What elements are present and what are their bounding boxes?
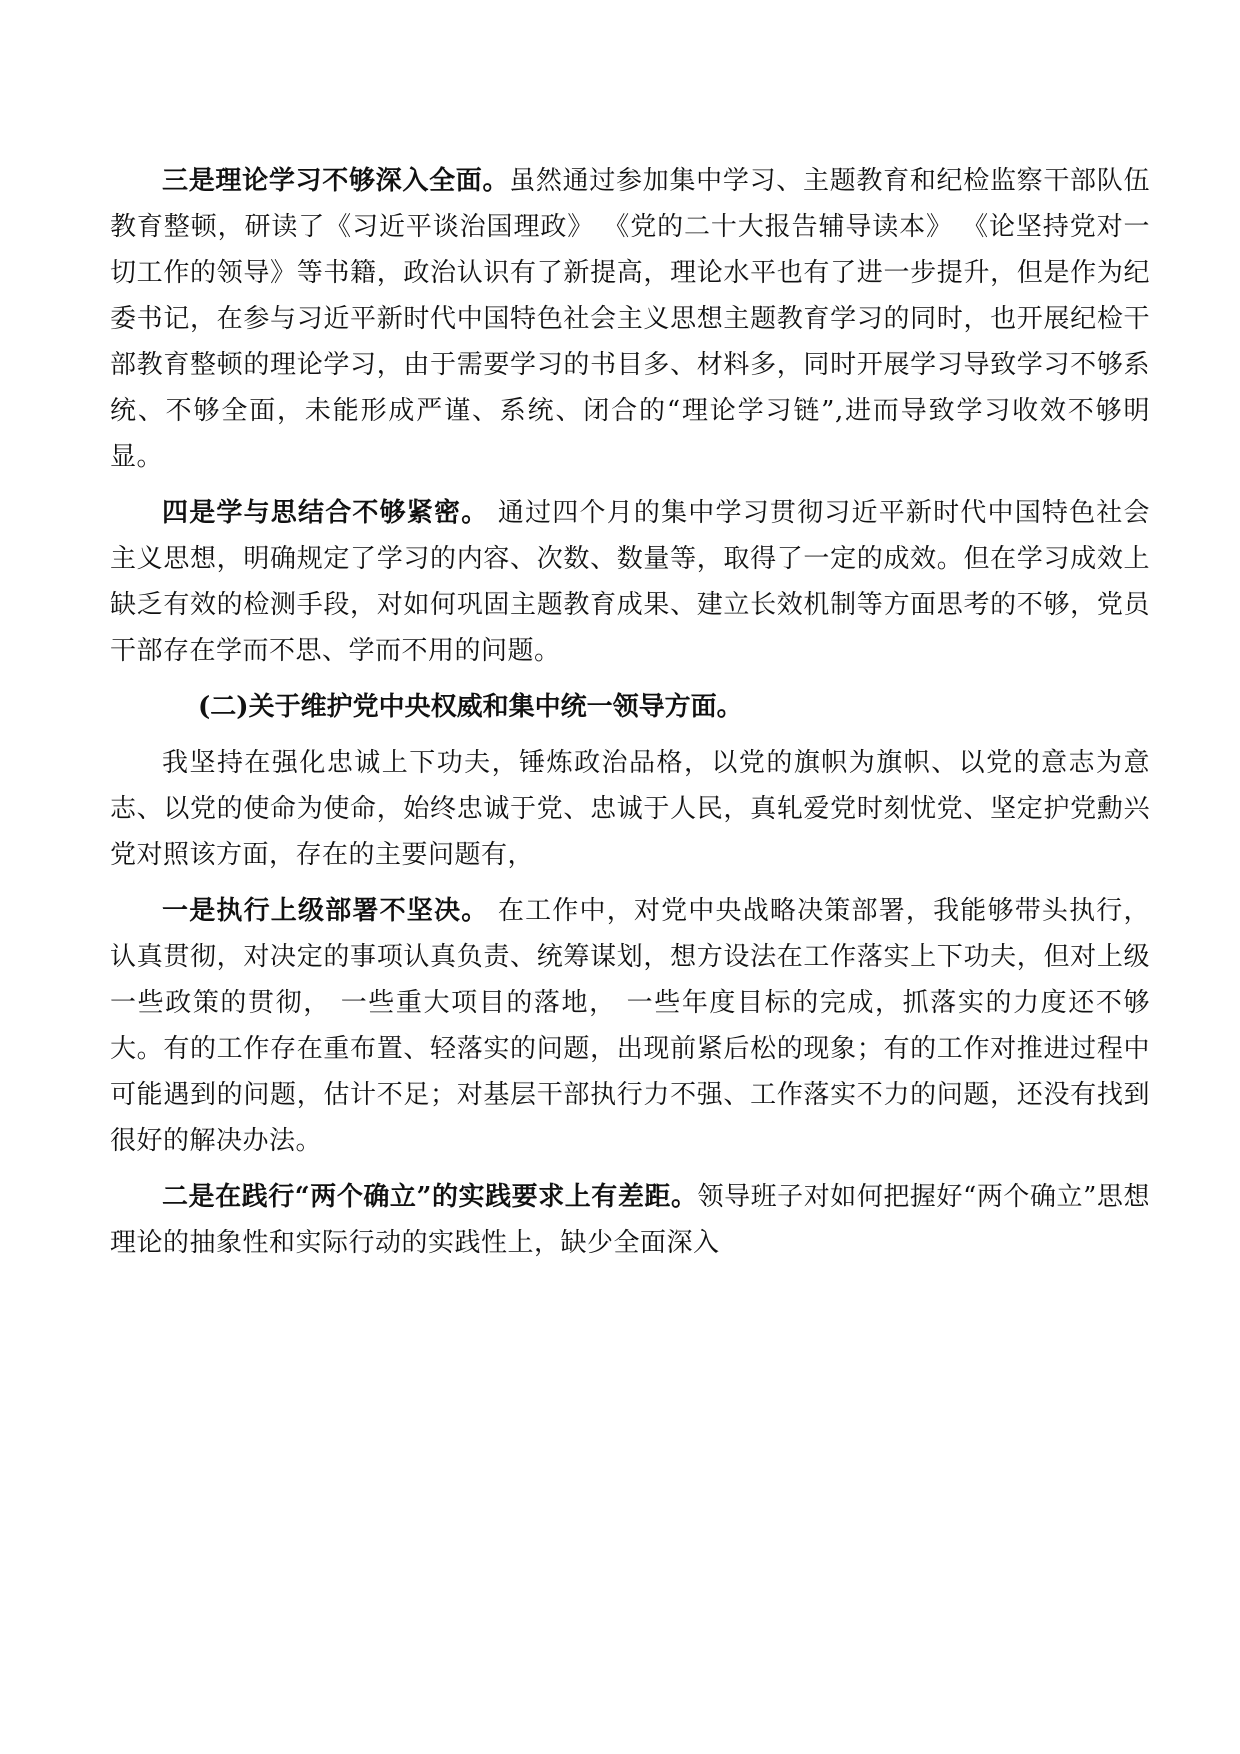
section-heading: (二)关于维护党中央权威和集中统一领导方面。 bbox=[198, 692, 743, 722]
paragraph-text: 领导班子对如何把握好“两个确立”思想理论的抽象性和实际行动的实践性上，缺少全面深入 bbox=[110, 1182, 1150, 1258]
paragraph-lead: 二是在践行“两个确立”的实践要求上有差距。 bbox=[162, 1182, 698, 1212]
paragraph-text: 虽然通过参加集中学习、主题教育和纪检监察干部队伍教育整顿，研读了《习近平谈治国理政》 《党的二十大报告辅导读本》 《论坚持党对一切工作的领导》等书籍，政治认识有了新提高，理论水平也有了进一步提升，但是作为纪委书记，在参与习近平新时代中国特色社会主义思想主题教育学习的同时，也开展纪检干部教育整顿的理论学习，由于需要学习的书目多、材料多，同时开展学习导致学习不够系统、不够全面，未能形成严谨、系统、闭合的“理论学习链”,进而导致学习收效不够明显。 bbox=[110, 166, 1150, 472]
paragraph-lead: 一是执行上级部署不坚决。 bbox=[162, 896, 489, 926]
paragraph-text: 我坚持在强化忠诚上下功夫，锤炼政治品格，以党的旗帜为旗帜、以党的意志为意志、以党的使命为使命，始终忠诚于党、忠诚于人民，真轧爱党时刻忧党、坚定护党勳兴党对照该方面，存在的主要问题有， bbox=[110, 748, 1150, 870]
document-body bbox=[110, 158, 1150, 1266]
paragraph-text: 在工作中，对党中央战略决策部署，我能够带头执行，认真贯彻，对决定的事项认真负责、统筹谋划，想方设法在工作落实上下功夫，但对上级一些政策的贯彻， 一些重大项目的落地， 一些年度目标的完成，抓落实的力度还不够大。有的工作存在重布置、轻落实的问题，出现前紧后松的现象；有的工作对推进过程中可能遇到的问题，估计不足；对基层干部执行力不强、工作落实不力的问题，还没有找到很好的解决办法。 bbox=[110, 896, 1150, 1156]
paragraph-lead: 三是理论学习不够深入全面。 bbox=[162, 166, 510, 196]
paragraph-loyalty bbox=[110, 740, 1150, 878]
paragraph-theory-study bbox=[110, 158, 1150, 480]
paragraph-text: 通过四个月的集中学习贯彻习近平新时代中国特色社会主义思想，明确规定了学习的内容、次数、数量等，取得了一定的成效。但在学习成效上缺乏有效的检测手段，对如何巩固主题教育成果、建立长效机制等方面思考的不够，党员干部存在学而不思、学而不用的问题。 bbox=[110, 498, 1150, 666]
paragraph-two-establishments bbox=[110, 1174, 1150, 1266]
paragraph-execution bbox=[110, 888, 1150, 1164]
paragraph-study-reflection bbox=[110, 490, 1150, 674]
paragraph-lead: 四是学与思结合不够紧密。 bbox=[162, 498, 489, 528]
